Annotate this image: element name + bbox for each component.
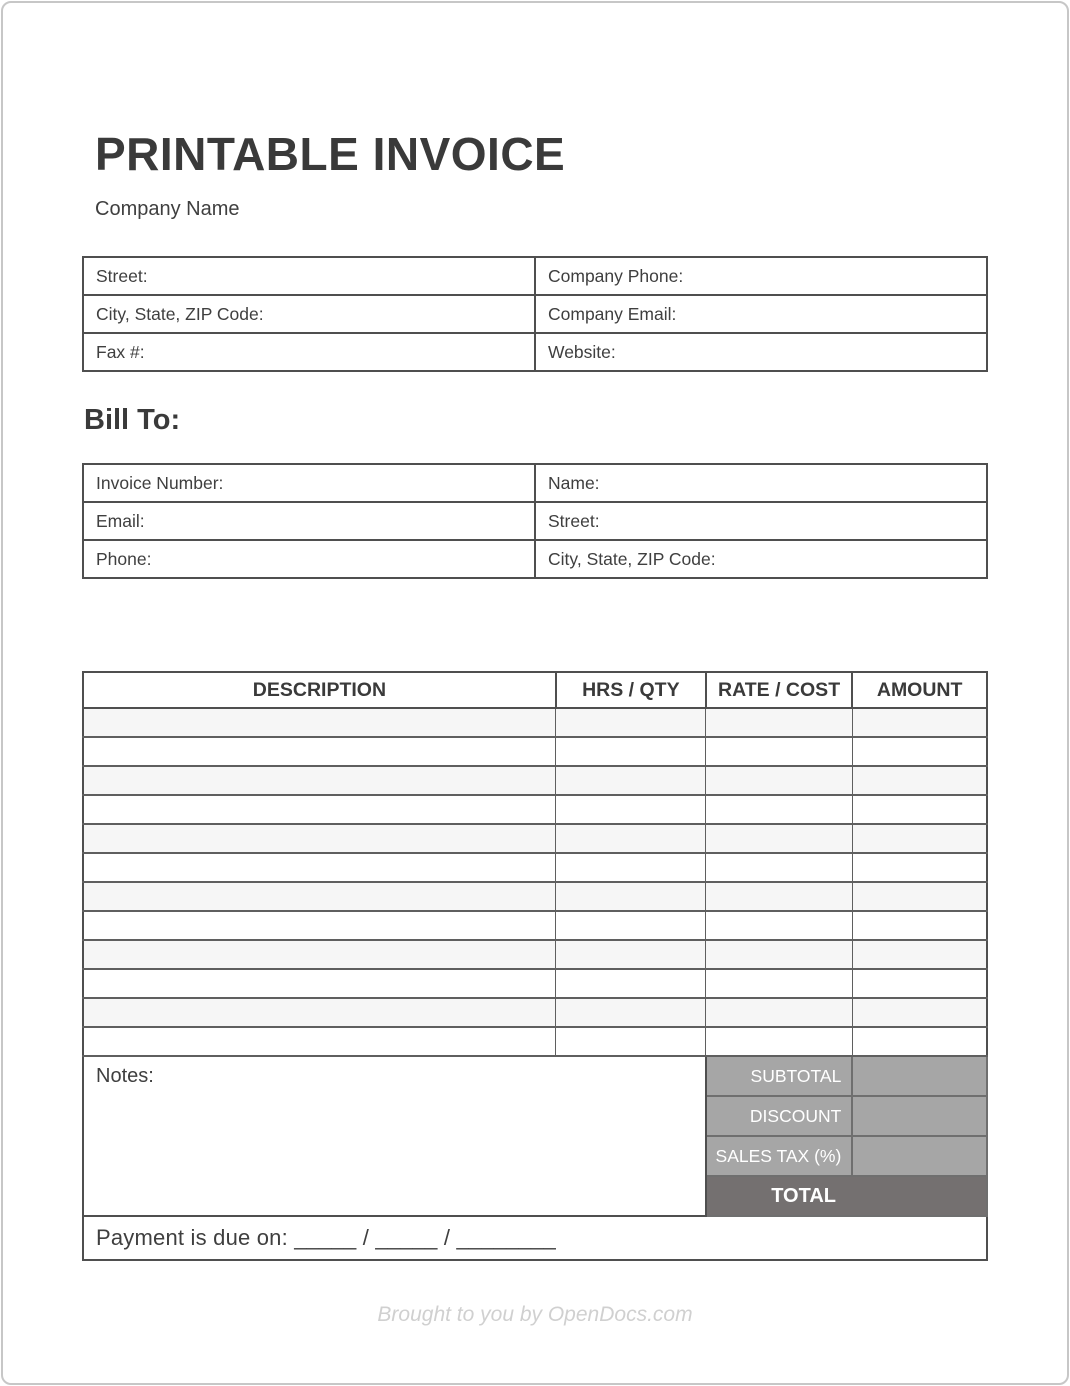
item-row — [83, 824, 987, 853]
notes-label: Notes: — [83, 1056, 706, 1216]
item-cell — [556, 940, 706, 969]
col-header-amount: AMOUNT — [852, 672, 987, 708]
table-row — [83, 540, 987, 578]
item-cell — [556, 795, 706, 824]
item-cell — [852, 737, 987, 766]
bill-phone-label: Phone: — [83, 540, 535, 578]
item-cell — [83, 1027, 556, 1056]
item-cell — [556, 824, 706, 853]
bill-to-heading: Bill To: — [84, 404, 181, 436]
total-label: TOTAL — [706, 1176, 987, 1216]
item-cell — [706, 940, 852, 969]
item-cell — [83, 969, 556, 998]
item-cell — [83, 911, 556, 940]
item-cell — [83, 940, 556, 969]
item-cell — [852, 998, 987, 1027]
item-cell — [706, 882, 852, 911]
item-cell — [706, 824, 852, 853]
bill-street-label: Street: — [535, 502, 987, 540]
item-cell — [83, 795, 556, 824]
items-body — [83, 708, 987, 1056]
item-cell — [706, 795, 852, 824]
company-phone-label: Company Phone: — [535, 257, 987, 295]
items-header-row — [83, 672, 987, 708]
table-row — [83, 502, 987, 540]
item-cell — [852, 824, 987, 853]
bill-to-table — [82, 463, 988, 579]
bill-email-label: Email: — [83, 502, 535, 540]
totals-section — [83, 1056, 987, 1260]
item-row — [83, 853, 987, 882]
company-name-label: Company Name — [95, 198, 240, 220]
sales-tax-value-cell — [852, 1136, 987, 1176]
page-title: PRINTABLE INVOICE — [95, 128, 566, 180]
payment-due-row — [83, 1216, 987, 1260]
item-row — [83, 882, 987, 911]
item-row — [83, 998, 987, 1027]
city-state-zip-label: City, State, ZIP Code: — [83, 295, 535, 333]
item-cell — [83, 882, 556, 911]
col-header-hrs-qty: HRS / QTY — [556, 672, 706, 708]
invoice-number-label: Invoice Number: — [83, 464, 535, 502]
item-cell — [556, 969, 706, 998]
col-header-description: DESCRIPTION — [83, 672, 556, 708]
item-cell — [852, 882, 987, 911]
item-cell — [706, 998, 852, 1027]
item-cell — [852, 795, 987, 824]
item-cell — [852, 940, 987, 969]
street-label: Street: — [83, 257, 535, 295]
col-header-rate-cost: RATE / COST — [706, 672, 852, 708]
company-info-table — [82, 256, 988, 372]
item-cell — [83, 824, 556, 853]
item-cell — [706, 969, 852, 998]
item-cell — [556, 708, 706, 737]
footer-attribution: Brought to you by OpenDocs.com — [377, 1303, 693, 1326]
subtotal-label: SUBTOTAL — [706, 1056, 852, 1096]
item-cell — [83, 853, 556, 882]
item-cell — [556, 882, 706, 911]
item-row — [83, 940, 987, 969]
item-row — [83, 1027, 987, 1056]
item-row — [83, 708, 987, 737]
item-cell — [706, 1027, 852, 1056]
item-cell — [556, 853, 706, 882]
item-row — [83, 795, 987, 824]
item-cell — [556, 911, 706, 940]
item-row — [83, 737, 987, 766]
item-cell — [852, 911, 987, 940]
item-cell — [706, 911, 852, 940]
item-cell — [852, 1027, 987, 1056]
item-cell — [706, 737, 852, 766]
item-cell — [852, 969, 987, 998]
table-row — [83, 333, 987, 371]
company-email-label: Company Email: — [535, 295, 987, 333]
item-cell — [556, 998, 706, 1027]
item-cell — [852, 853, 987, 882]
item-cell — [706, 766, 852, 795]
fax-label: Fax #: — [83, 333, 535, 371]
item-cell — [556, 766, 706, 795]
item-row — [83, 911, 987, 940]
item-cell — [83, 766, 556, 795]
sales-tax-label: SALES TAX (%) — [706, 1136, 852, 1176]
item-cell — [852, 766, 987, 795]
bill-city-state-zip-label: City, State, ZIP Code: — [535, 540, 987, 578]
website-label: Website: — [535, 333, 987, 371]
payment-due-text: Payment is due on: _____ / _____ / ________ — [83, 1216, 987, 1260]
discount-value-cell — [852, 1096, 987, 1136]
item-cell — [83, 737, 556, 766]
subtotal-value-cell — [852, 1056, 987, 1096]
item-cell — [706, 708, 852, 737]
item-row — [83, 766, 987, 795]
bill-name-label: Name: — [535, 464, 987, 502]
item-cell — [556, 737, 706, 766]
discount-label: DISCOUNT — [706, 1096, 852, 1136]
item-cell — [852, 708, 987, 737]
subtotal-row — [83, 1056, 987, 1096]
table-row — [83, 295, 987, 333]
item-cell — [556, 1027, 706, 1056]
item-cell — [706, 853, 852, 882]
line-items-table — [82, 671, 988, 1261]
table-row — [83, 464, 987, 502]
item-row — [83, 969, 987, 998]
table-row — [83, 257, 987, 295]
item-cell — [83, 998, 556, 1027]
item-cell — [83, 708, 556, 737]
